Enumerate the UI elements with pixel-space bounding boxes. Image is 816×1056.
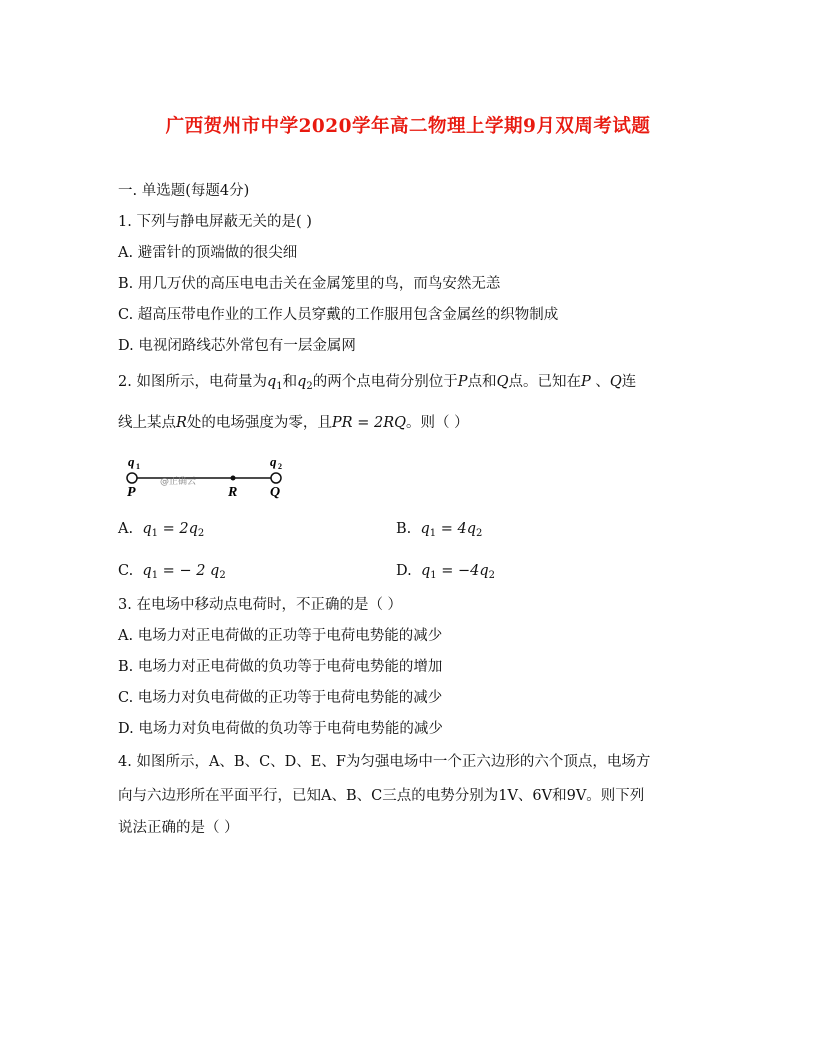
option-math: q	[420, 563, 431, 579]
q3-option-c: C. 电场力对负电荷做的正功等于电荷电势能的减少	[118, 690, 443, 706]
fig-charge-p	[127, 473, 137, 483]
page-title: 广西贺州市中学2020学年高二物理上学期9月双周考试题	[165, 116, 651, 137]
option-math: q	[142, 563, 152, 579]
option-math: = 4q	[436, 521, 477, 537]
q3-option-a: A. 电场力对正电荷做的正功等于电荷电势能的减少	[118, 628, 443, 644]
q2-point-q: Q	[496, 374, 509, 390]
q2-point-r: R	[176, 415, 187, 431]
q4-stem-line2: 向与六边形所在平面平行，已知A、B、C三点的电势分别为1V、6V和9V。则下列	[118, 788, 645, 804]
q3-stem: 3. 在电场中移动点电荷时，不正确的是（ ）	[118, 597, 403, 613]
option-letter: C.	[118, 563, 134, 579]
q4-stem-line3: 说法正确的是（ ）	[118, 820, 239, 836]
q4-stem-line1: 4. 如图所示，A、B、C、D、E、F为匀强电场中一个正六边形的六个顶点，电场方	[118, 754, 651, 770]
option-sub: 1	[151, 528, 158, 539]
option-math: q	[142, 521, 152, 537]
q2-q1-sub: 1	[276, 381, 283, 392]
option-sub: 1	[429, 528, 437, 539]
q1-stem: 1. 下列与静电屏蔽无关的是( )	[118, 214, 312, 230]
q2-text: 和	[282, 374, 298, 390]
q2-q2: q	[297, 374, 307, 390]
q2-text: 点和	[467, 374, 497, 390]
option-sub: 1	[430, 570, 437, 581]
option-math: = −4q	[436, 563, 489, 579]
option-sub: 2	[476, 528, 483, 539]
q2-text: 线上某点	[118, 415, 176, 431]
q2-text: 2. 如图所示，电荷量为	[118, 374, 267, 390]
fig-label-q1: q	[128, 454, 135, 469]
q2-text: 、	[590, 374, 610, 390]
fig-charge-q	[271, 473, 281, 483]
fig-watermark: @正确云	[160, 477, 197, 487]
q2-option-b	[396, 519, 482, 544]
q2-option-a	[118, 519, 204, 544]
q2-point-p: P	[580, 374, 591, 390]
option-math: = − 2 q	[158, 563, 220, 579]
option-letter: B.	[396, 521, 412, 537]
fig-label-r: R	[228, 485, 238, 500]
q2-stem-line2	[118, 413, 469, 433]
q2-option-c	[118, 561, 226, 586]
q2-text: 。则（ ）	[406, 415, 469, 431]
option-sub: 2	[219, 570, 226, 581]
q2-option-d	[396, 561, 495, 586]
q3-option-d: D. 电场力对负电荷做的负功等于电荷电势能的减少	[118, 721, 443, 737]
option-sub: 2	[197, 528, 205, 539]
q2-equation: PR = 2RQ	[331, 415, 406, 431]
q3-option-b: B. 电场力对正电荷做的负功等于电荷电势能的增加	[118, 659, 443, 675]
q2-text: 处的电场强度为零，且	[186, 415, 332, 431]
option-math: q	[420, 521, 430, 537]
option-letter: A.	[118, 521, 134, 537]
q2-figure	[118, 454, 288, 504]
q2-text: 的两个点电荷分别位于	[312, 374, 458, 390]
q2-point-q: Q	[609, 374, 622, 390]
fig-label-q: Q	[270, 485, 281, 500]
fig-point-r	[231, 476, 236, 481]
q1-option-a: A. 避雷针的顶端做的很尖细	[118, 245, 298, 261]
fig-label-q1-sub: 1	[136, 462, 140, 471]
fig-label-p: P	[127, 485, 136, 500]
option-letter: D.	[396, 563, 412, 579]
q1-option-c: C. 超高压带电作业的工作人员穿戴的工作服用包含金属丝的织物制成	[118, 307, 559, 323]
option-sub: 1	[151, 570, 159, 581]
fig-label-q2: q	[270, 454, 277, 469]
q1-option-b: B. 用几万伏的高压电电击关在金属笼里的鸟，而鸟安然无恙	[118, 276, 501, 292]
option-math: = 2q	[157, 521, 198, 537]
q1-option-d: D. 电视闭路线芯外常包有一层金属网	[118, 338, 356, 354]
q2-text: 连	[621, 374, 637, 390]
q2-stem-line1	[118, 372, 636, 397]
q2-q1: q	[266, 374, 277, 390]
q2-text: 点。已知在	[508, 374, 581, 390]
section-heading: 一. 单选题(每题4分)	[118, 183, 250, 199]
option-sub: 2	[488, 570, 496, 581]
fig-label-q2-sub: 2	[278, 462, 282, 471]
q2-point-p: P	[457, 374, 468, 390]
q2-q2-sub: 2	[306, 381, 313, 392]
